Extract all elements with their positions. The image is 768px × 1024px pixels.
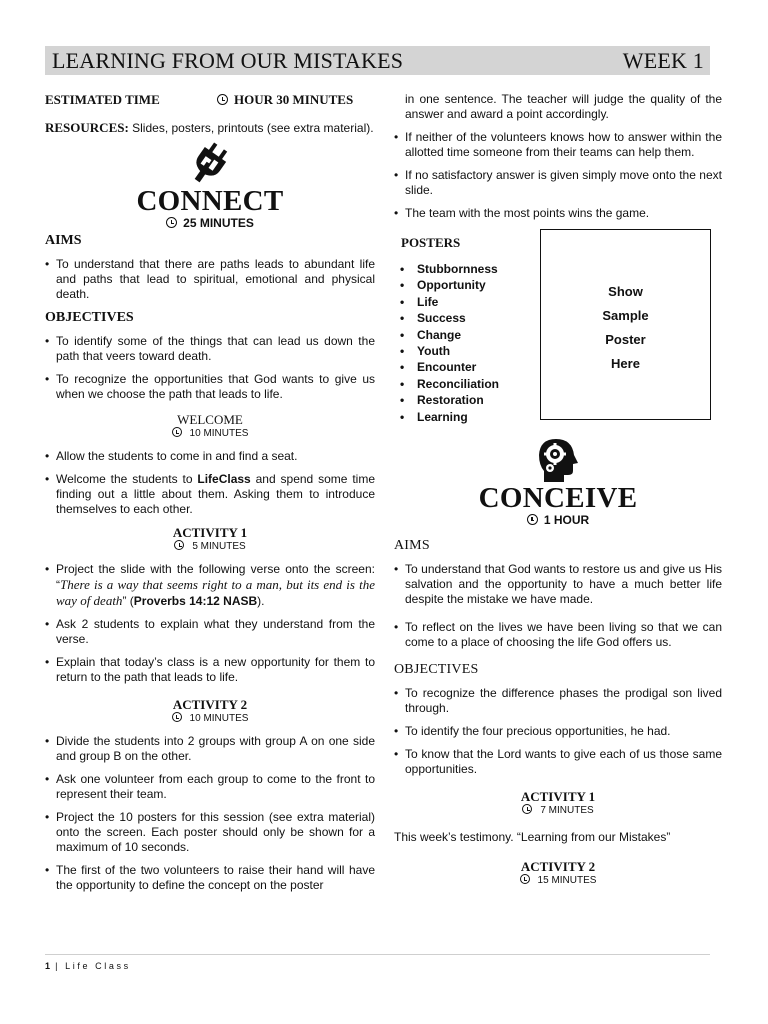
list-item: • To identify some of the things that can lead us down the path that veers toward death.: [45, 334, 375, 364]
connect-objectives-list: [45, 334, 375, 402]
conceive-time-value: 1 HOUR: [543, 513, 590, 527]
connect-heading: CONNECT: [136, 185, 284, 217]
conceive-aims-list: [394, 562, 722, 650]
estimated-time-value: HOUR 30 MINUTES: [234, 92, 354, 107]
estimated-time-label: ESTIMATED TIME: [45, 92, 160, 107]
conceive-objectives-heading: OBJECTIVES: [394, 662, 479, 677]
welcome-time: [45, 427, 375, 440]
activity2-time-value: 10 MINUTES: [189, 713, 249, 724]
connect-aims-list: [45, 257, 375, 302]
list-item: • Life: [394, 294, 499, 310]
text-run: ” (: [122, 594, 134, 608]
sample-box-line: Here: [611, 356, 640, 371]
resources-text: Slides, posters, printouts (see extra material).: [128, 121, 374, 135]
text-run: and spend some time finding out a little about them. Asking them to introduce themselves to each other.: [56, 472, 375, 516]
activity1-heading: ACTIVITY 1: [172, 525, 248, 540]
plug-icon: [187, 142, 233, 186]
list-item: • Change: [394, 327, 499, 343]
clock-icon: [217, 94, 228, 105]
conceive-heading: CONCEIVE: [478, 482, 638, 514]
list-item: • Youth: [394, 343, 499, 359]
clock-icon: [522, 804, 532, 814]
list-item: • Reconciliation: [394, 376, 499, 392]
clock-icon: [172, 712, 182, 722]
testimony-text: This week’s testimony. “Learning from our Mistakes”: [394, 830, 671, 844]
conceive-aims-heading: AIMS: [394, 538, 430, 553]
sample-poster-box: [540, 229, 711, 420]
conceive-activity2-time: [394, 874, 722, 887]
connect-time: [45, 216, 375, 231]
conceive-objectives-list: [394, 686, 722, 777]
list-item: • The first of the two volunteers to raise their hand will have the opportunity to define the concept on the poster: [45, 863, 375, 893]
page-number: 1: [45, 961, 51, 971]
page-footer: [45, 961, 131, 971]
list-item: • If no satisfactory answer is given simply move onto the next slide.: [394, 168, 722, 198]
clock-icon: [520, 874, 530, 884]
conceive-time: [394, 513, 722, 528]
activity2-list: [45, 734, 375, 893]
sample-box-line: Sample: [602, 308, 649, 323]
week-label: WEEK 1: [622, 47, 704, 73]
clock-icon: [527, 514, 538, 525]
continued-text: in one sentence. The teacher will judge the quality of the answer and award a point accordingly.: [405, 92, 722, 121]
footer-divider: [45, 954, 710, 955]
lifeclass-bold: LifeClass: [197, 472, 251, 486]
list-item: • Encounter: [394, 359, 499, 375]
list-item: • Ask 2 students to explain what they understand from the verse.: [45, 617, 375, 647]
page-title: LEARNING FROM OUR MISTAKES: [52, 47, 404, 73]
activity2-heading: ACTIVITY 2: [172, 697, 248, 712]
clock-icon: [172, 427, 182, 437]
posters-heading: POSTERS: [401, 235, 461, 250]
conceive-activity1-time-value: 7 MINUTES: [540, 805, 594, 816]
welcome-heading: WELCOME: [177, 412, 243, 427]
connect-time-value: 25 MINUTES: [183, 216, 254, 230]
activity1-time-value: 5 MINUTES: [192, 541, 246, 552]
list-item: • To recognize the difference phases the prodigal son lived through.: [394, 686, 722, 716]
list-item: • To know that the Lord wants to give each of us those same opportunities.: [394, 747, 722, 777]
text-run: Welcome the students to: [56, 472, 198, 486]
conceive-activity2-time-value: 15 MINUTES: [537, 875, 597, 886]
list-item: • Stubbornness: [394, 261, 499, 277]
list-item: [45, 472, 375, 517]
right-column: [394, 92, 722, 887]
activity2-time: [45, 712, 375, 725]
head-gears-icon: [536, 437, 580, 483]
text-run: Project the slide with the following verse onto the screen: “: [56, 562, 375, 592]
list-item: • Restoration: [394, 392, 499, 408]
posters-list: [394, 261, 499, 425]
resources: [45, 120, 375, 136]
list-item: • Ask one volunteer from each group to come to the front to represent their team.: [45, 772, 375, 802]
list-item: • Explain that today’s class is a new opportunity for them to return to the path that leads to life.: [45, 655, 375, 685]
text-run: ).: [257, 594, 265, 608]
resources-label: RESOURCES:: [45, 120, 129, 135]
conceive-activity2-heading: ACTIVITY 2: [520, 859, 596, 874]
welcome-list: [45, 449, 375, 517]
estimated-time-row: [45, 92, 375, 107]
sample-box-line: Poster: [605, 332, 646, 347]
list-item: • Divide the students into 2 groups with group A on one side and group B on the other.: [45, 734, 375, 764]
page-title-bar: [45, 46, 710, 75]
list-item: • To reflect on the lives we have been living so that we can come to a place of choosing the life God offers us.: [394, 620, 722, 650]
list-item: • To understand that God wants to restore us and give us His salvation and the opportunity to have a much better life despite the mistake we have made.: [394, 562, 722, 607]
connect-aims-heading: AIMS: [45, 233, 82, 248]
list-item: • Learning: [394, 409, 499, 425]
connect-objectives-heading: OBJECTIVES: [45, 310, 134, 325]
activity2-continued-list: [394, 130, 722, 221]
list-item: • Success: [394, 310, 499, 326]
sample-box-line: Show: [608, 284, 643, 299]
verse-text: There is a way that seems right to a man, but its end is the way of death: [56, 577, 375, 608]
activity1-list: [45, 562, 375, 685]
verse-reference: Proverbs 14:12 NASB: [133, 594, 258, 608]
clock-icon: [166, 217, 177, 228]
activity1-time: [45, 540, 375, 553]
footer-text: Life Class: [65, 961, 131, 971]
conceive-activity1-time: [394, 804, 722, 817]
list-item: • Allow the students to come in and find a seat.: [45, 449, 375, 464]
left-column: [45, 92, 375, 901]
footer-separator: |: [50, 961, 66, 971]
list-item: • Project the 10 posters for this session (see extra material) onto the screen. Each poster should only be shown for a maximum of 10 seconds.: [45, 810, 375, 855]
list-item: [45, 562, 375, 609]
list-item: • To understand that there are paths leads to abundant life and paths that lead to spiritual, emotional and physical death.: [45, 257, 375, 302]
conceive-activity1-heading: ACTIVITY 1: [520, 789, 596, 804]
welcome-time-value: 10 MINUTES: [189, 428, 249, 439]
posters-block: [394, 229, 722, 424]
list-item: • Opportunity: [394, 277, 499, 293]
clock-icon: [174, 540, 184, 550]
list-item: • To identify the four precious opportunities, he had.: [394, 724, 722, 739]
list-item: • The team with the most points wins the game.: [394, 206, 722, 221]
list-item: • To recognize the opportunities that God wants to give us when we choose the path that leads to life.: [45, 372, 375, 402]
list-item: • If neither of the volunteers knows how to answer within the allotted time someone from their teams can help them.: [394, 130, 722, 160]
